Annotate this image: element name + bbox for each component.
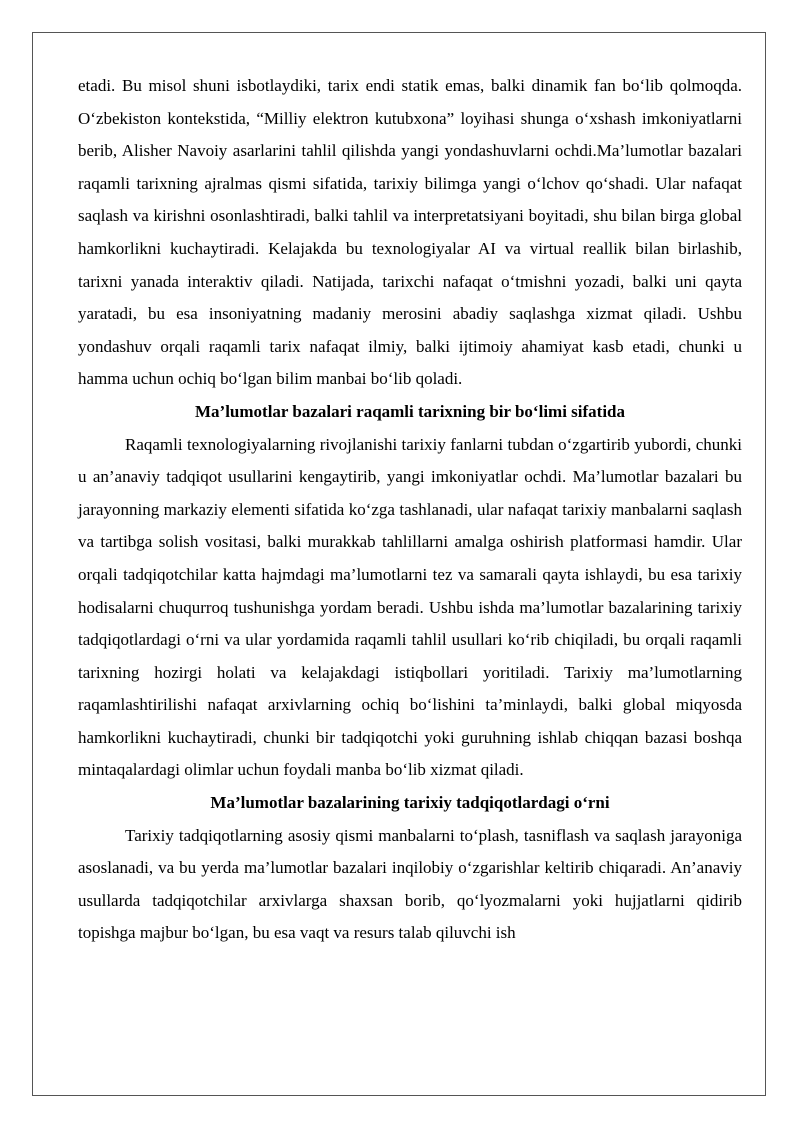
section-heading-role-in-historical-research: Ma’lumotlar bazalarining tarixiy tadqiqotlardagi o‘rni bbox=[210, 793, 610, 813]
paragraph-historical-research: Tarixiy tadqiqotlarning asosiy qismi manbalarni to‘plash, tasniflash va saqlash jarayoniga asoslanadi, va bu yerda ma’lumotlar bazalari inqilobiy o‘zgarishlar keltirib chiqaradi. An’anaviy usullarda tadqiqotchilar arxivlarga shaxsan borib, qo‘lyozmalarni yoki hujjatlarni qidirib topishga majbur bo‘lgan, bu esa vaqt va resurs talab qiluvchi ish bbox=[78, 825, 742, 943]
paragraph-digital-technologies: Raqamli texnologiyalarning rivojlanishi tarixiy fanlarni tubdan o‘zgartirib yubordi, chunki u an’anaviy tadqiqot usullarini kengaytirib, yangi imkoniyatlar ochdi. Ma’lumotlar bazalari bu jarayonning markaziy elementi sifatida ko‘zga tashlanadi, ular nafaqat tarixiy manbalarni saqlash va tartibga solish vositasi, balki murakkab tahlillarni amalga oshirish platformasi hamdir. Ular orqali tadqiqotchilar katta hajmdagi ma’lumotlarni tez va samarali qayta ishlaydi, bu esa tarixiy hodisalarni chuqurroq tushunishga yordam beradi. Ushbu ishda ma’lumotlar bazalarining tarixiy tadqiqotlardagi o‘rni va ular yordamida raqamli tahlil usullari ko‘rib chiqiladi, bu orqali raqamli tarixning hozirgi holati va kelajakdagi istiqbollari yoritiladi. Tarixiy ma’lumotlarning raqamlashtirilishi nafaqat arxivlarning ochiq bo‘lishini ta’minlaydi, balki global miqyosda hamkorlikni kuchaytiradi, chunki bir tadqiqotchi yoki guruhning ishlab chiqqan bazasi boshqa mintaqalardagi olimlar uchun foydali manba bo‘lib xizmat qiladi. bbox=[78, 434, 742, 780]
document-body bbox=[78, 70, 742, 950]
paragraph-continuation: etadi. Bu misol shuni isbotlaydiki, tarix endi statik emas, balki dinamik fan bo‘lib qolmoqda. O‘zbekiston kontekstida, “Milliy elektron kutubxona” loyihasi shunga o‘xshash imkoniyatlarni berib, Alisher Navoiy asarlarini tahlil qilishda yangi yondashuvlarni ochdi.Ma’lumotlar bazalari raqamli tarixning ajralmas qismi sifatida, tarixiy bilimga yangi o‘lchov qo‘shadi. Ular nafaqat saqlash va kirishni osonlashtiradi, balki tahlil va interpretatsiyani boyitadi, shu bilan birga global hamkorlikni kuchaytiradi. Kelajakda bu texnologiyalar AI va virtual reallik bilan birlashib, tarixni yanada interaktiv qiladi. Natijada, tarixchi nafaqat o‘tmishni yozadi, balki uni qayta yaratadi, bu esa insoniyatning madaniy merosini abadiy saqlashga xizmat qiladi. Ushbu yondashuv orqali raqamli tarix nafaqat ilmiy, balki ijtimoiy ahamiyat kasb etadi, chunki u hamma uchun ochiq bo‘lgan bilim manbai bo‘lib qoladi. bbox=[78, 76, 742, 389]
section-heading-databases-as-digital-history: Ma’lumotlar bazalari raqamli tarixning bir bo‘limi sifatida bbox=[194, 401, 626, 421]
